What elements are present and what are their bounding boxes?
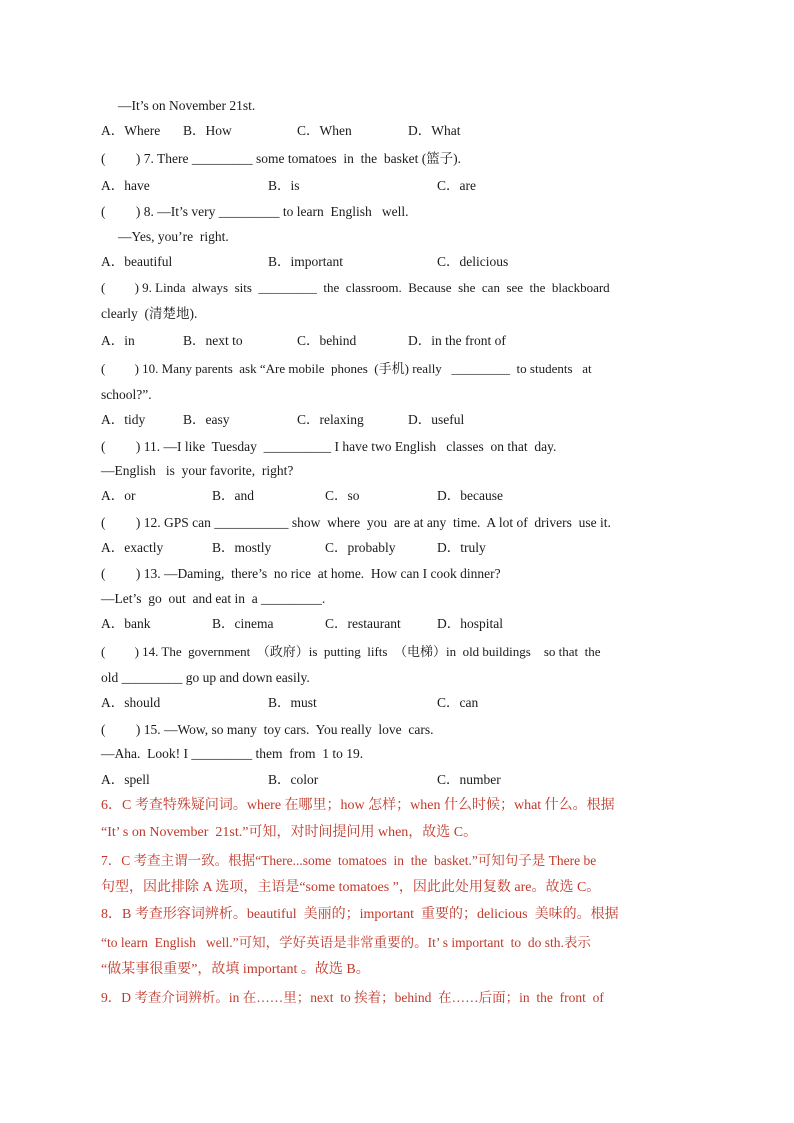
q9-option-d: D．in the front of xyxy=(408,333,506,348)
q7-option-c: C．are xyxy=(437,178,476,193)
answer-line-1: 6．C 考查特殊疑问词。where 在哪里；how 怎样；when 什么时候；what 什么。根据 xyxy=(101,798,615,813)
q8-option-a: A．beautiful xyxy=(101,254,173,269)
q13-option-c: C．restaurant xyxy=(325,616,401,631)
answer-line-4: 句型，因此排除 A 选项，主语是“some tomatoes ”，因此此处用复数 are。故选 C。 xyxy=(101,880,601,895)
q14-stem-continued: old _________ go up and down easily. xyxy=(101,670,310,685)
q12-stem: ( ) 12. GPS can ___________ show where you are at any time. A lot of drivers use it. xyxy=(101,515,611,530)
q15-option-b: B．color xyxy=(268,772,319,787)
q7-option-b: B．is xyxy=(268,178,300,193)
q10-stem: ( ) 10. Many parents ask “Are mobile phones (手机) really _________ to students at xyxy=(101,361,592,376)
q14-option-a: A．should xyxy=(101,695,161,710)
q13-stem: ( ) 13. —Daming, there’s no rice at home. How can I cook dinner? xyxy=(101,566,501,581)
q9-stem-continued: clearly (清楚地). xyxy=(101,306,198,321)
q10-stem-continued: school?”. xyxy=(101,387,152,402)
q11-option-a: A．or xyxy=(101,488,136,503)
q9-option-a: A．in xyxy=(101,333,135,348)
answer-line-2: “It’ s on November 21st.”可知，对时间提问用 when，故选 C。 xyxy=(101,825,478,840)
q12-option-a: A．exactly xyxy=(101,540,164,555)
q6-option-b: B．How xyxy=(183,123,232,138)
answer-line-3: 7．C 考查主谓一致。根据“There...some tomatoes in the basket.”可知句子是 There be xyxy=(101,853,597,868)
q13-reply: —Let’s go out and eat in a _________. xyxy=(101,591,326,606)
q14-option-c: C．can xyxy=(437,695,479,710)
q9-option-c: C．behind xyxy=(297,333,357,348)
q8-option-b: B．important xyxy=(268,254,343,269)
q8-stem: ( ) 8. —It’s very _________ to learn English well. xyxy=(101,204,409,219)
q9-option-b: B．next to xyxy=(183,333,243,348)
q14-stem: ( ) 14. The government （政府）is putting lifts （电梯）in old buildings so that the xyxy=(101,644,601,659)
q15-reply: —Aha. Look! I _________ them from 1 to 19. xyxy=(101,746,364,761)
q6-option-d: D．What xyxy=(408,123,461,138)
q6-option-c: C．When xyxy=(297,123,352,138)
q10-option-d: D．useful xyxy=(408,412,465,427)
q8-reply: —Yes, you’re right. xyxy=(118,229,229,244)
q11-option-c: C．so xyxy=(325,488,360,503)
q6-answer-line: —It’s on November 21st. xyxy=(118,98,256,113)
q15-option-c: C．number xyxy=(437,772,501,787)
answer-line-8: 9．D 考查介词辨析。in 在……里；next to 挨着；behind 在……后面；in the front of xyxy=(101,990,604,1005)
q11-option-d: D．because xyxy=(437,488,503,503)
q11-stem: ( ) 11. —I like Tuesday __________ I have two English classes on that day. xyxy=(101,439,557,454)
q10-option-b: B．easy xyxy=(183,412,230,427)
answer-line-7: “做某事很重要”，故填 important 。故选 B。 xyxy=(101,962,370,977)
q12-option-c: C．probably xyxy=(325,540,396,555)
q13-option-d: D．hospital xyxy=(437,616,503,631)
q11-reply: —English is your favorite, right? xyxy=(101,463,294,478)
q13-option-b: B．cinema xyxy=(212,616,274,631)
answer-line-5: 8．B 考查形容词辨析。beautiful 美丽的；important 重要的；delicious 美味的。根据 xyxy=(101,907,619,922)
q13-option-a: A．bank xyxy=(101,616,151,631)
q8-option-c: C．delicious xyxy=(437,254,509,269)
q9-stem: ( ) 9. Linda always sits _________ the classroom. Because she can see the blackboard xyxy=(101,280,610,295)
q6-option-a: A．Where xyxy=(101,123,161,138)
q12-option-d: D．truly xyxy=(437,540,486,555)
q10-option-c: C．relaxing xyxy=(297,412,364,427)
q7-stem: ( ) 7. There _________ some tomatoes in the basket (篮子). xyxy=(101,151,462,166)
q7-option-a: A．have xyxy=(101,178,150,193)
q15-option-a: A．spell xyxy=(101,772,150,787)
q11-option-b: B．and xyxy=(212,488,254,503)
q10-option-a: A．tidy xyxy=(101,412,146,427)
q14-option-b: B．must xyxy=(268,695,317,710)
q15-stem: ( ) 15. —Wow, so many toy cars. You really love cars. xyxy=(101,722,434,737)
q12-option-b: B．mostly xyxy=(212,540,272,555)
answer-line-6: “to learn English well.”可知，学好英语是非常重要的。It’ s important to do sth.表示 xyxy=(101,935,591,950)
